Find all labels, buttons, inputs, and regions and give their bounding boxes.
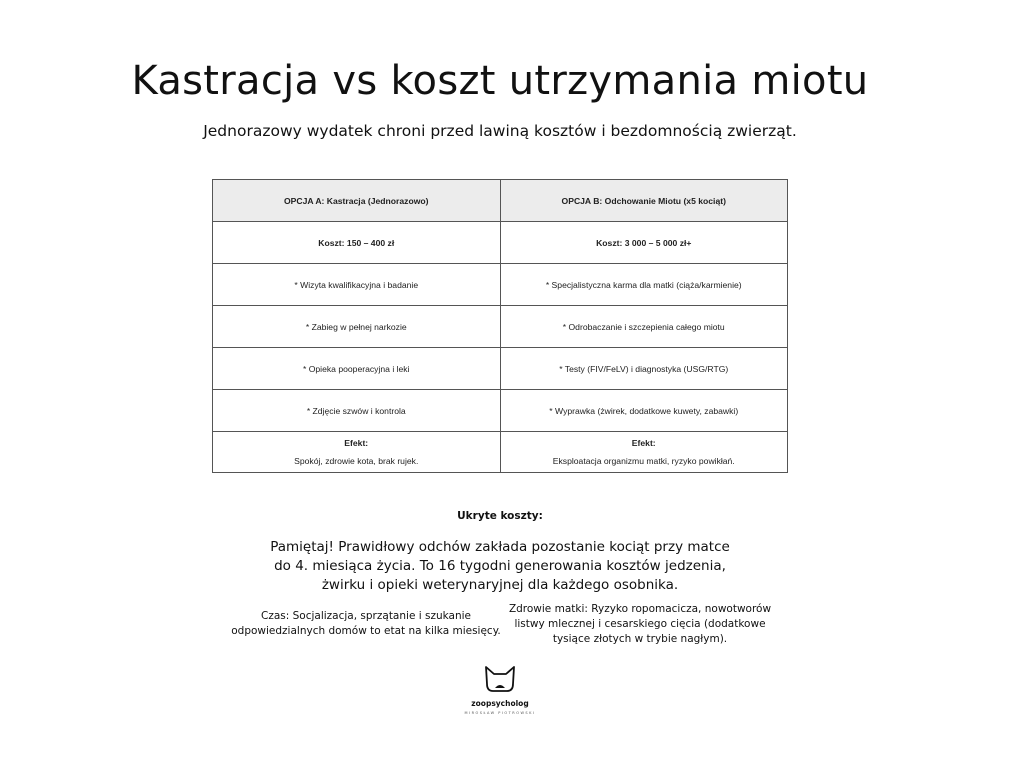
table-cell: * Testy (FIV/FeLV) i diagnostyka (USG/RTG) <box>500 348 788 390</box>
column-header-option-a: OPCJA A: Kastracja (Jednorazowo) <box>213 180 501 222</box>
effect-option-a <box>213 432 501 473</box>
logo-tagline: MIROSŁAW PIOTROWSKI <box>464 711 536 715</box>
table-cell: * Opieka pooperacyjna i leki <box>213 348 501 390</box>
effect-text: Eksploatacja organizmu matki, ryzyko powikłań. <box>552 456 735 466</box>
table-cell: * Wyprawka (żwirek, dodatkowe kuwety, zabawki) <box>500 390 788 432</box>
page-title: Kastracja vs koszt utrzymania miotu <box>131 58 869 104</box>
table-row <box>213 348 788 390</box>
table-row <box>213 390 788 432</box>
logo <box>460 664 540 715</box>
page-subtitle: Jednorazowy wydatek chroni przed lawiną kosztów i bezdomnością zwierząt. <box>203 122 797 140</box>
table-cell: * Wizyta kwalifikacyjna i badanie <box>213 264 501 306</box>
hidden-costs-title: Ukryte koszty: <box>457 510 543 522</box>
cost-option-b: Koszt: 3 000 – 5 000 zł+ <box>500 222 788 264</box>
table-cell: * Specjalistyczna karma dla matki (ciąża/karmienie) <box>500 264 788 306</box>
table-cell: * Zabieg w pełnej narkozie <box>213 306 501 348</box>
effect-label: Efekt: <box>631 438 656 448</box>
comparison-table <box>212 179 788 473</box>
table-row <box>213 306 788 348</box>
table-header-row <box>213 180 788 222</box>
time-note: Czas: Socjalizacja, sprzątanie i szukanie odpowiedzialnych domów to etat na kilka miesięcy. <box>231 610 501 637</box>
table-row <box>213 264 788 306</box>
cost-option-a: Koszt: 150 – 400 zł <box>213 222 501 264</box>
reminder-text: Pamiętaj! Prawidłowy odchów zakłada pozostanie kociąt przy matce do 4. miesiąca życia. To 16 tygodni generowania kosztów jedzenia, żwirku i opieki weterynaryjnej dla każdego osobnika. <box>270 539 730 593</box>
health-note: Zdrowie matki: Ryzyko ropomacicza, nowotworów listwy mlecznej i cesarskiego cięcia (dodatkowe tysiące złotych w trybie nagłym). <box>508 603 772 645</box>
cat-head-icon <box>483 664 517 694</box>
effect-label: Efekt: <box>344 438 369 448</box>
effect-row <box>213 432 788 473</box>
effect-text: Spokój, zdrowie kota, brak rujek. <box>294 456 419 466</box>
table-cell: * Zdjęcie szwów i kontrola <box>213 390 501 432</box>
column-header-option-b: OPCJA B: Odchowanie Miotu (x5 kociąt) <box>500 180 788 222</box>
cost-row <box>213 222 788 264</box>
logo-name: zoopsycholog <box>471 699 529 708</box>
effect-option-b <box>500 432 788 473</box>
table-cell: * Odrobaczanie i szczepienia całego miotu <box>500 306 788 348</box>
